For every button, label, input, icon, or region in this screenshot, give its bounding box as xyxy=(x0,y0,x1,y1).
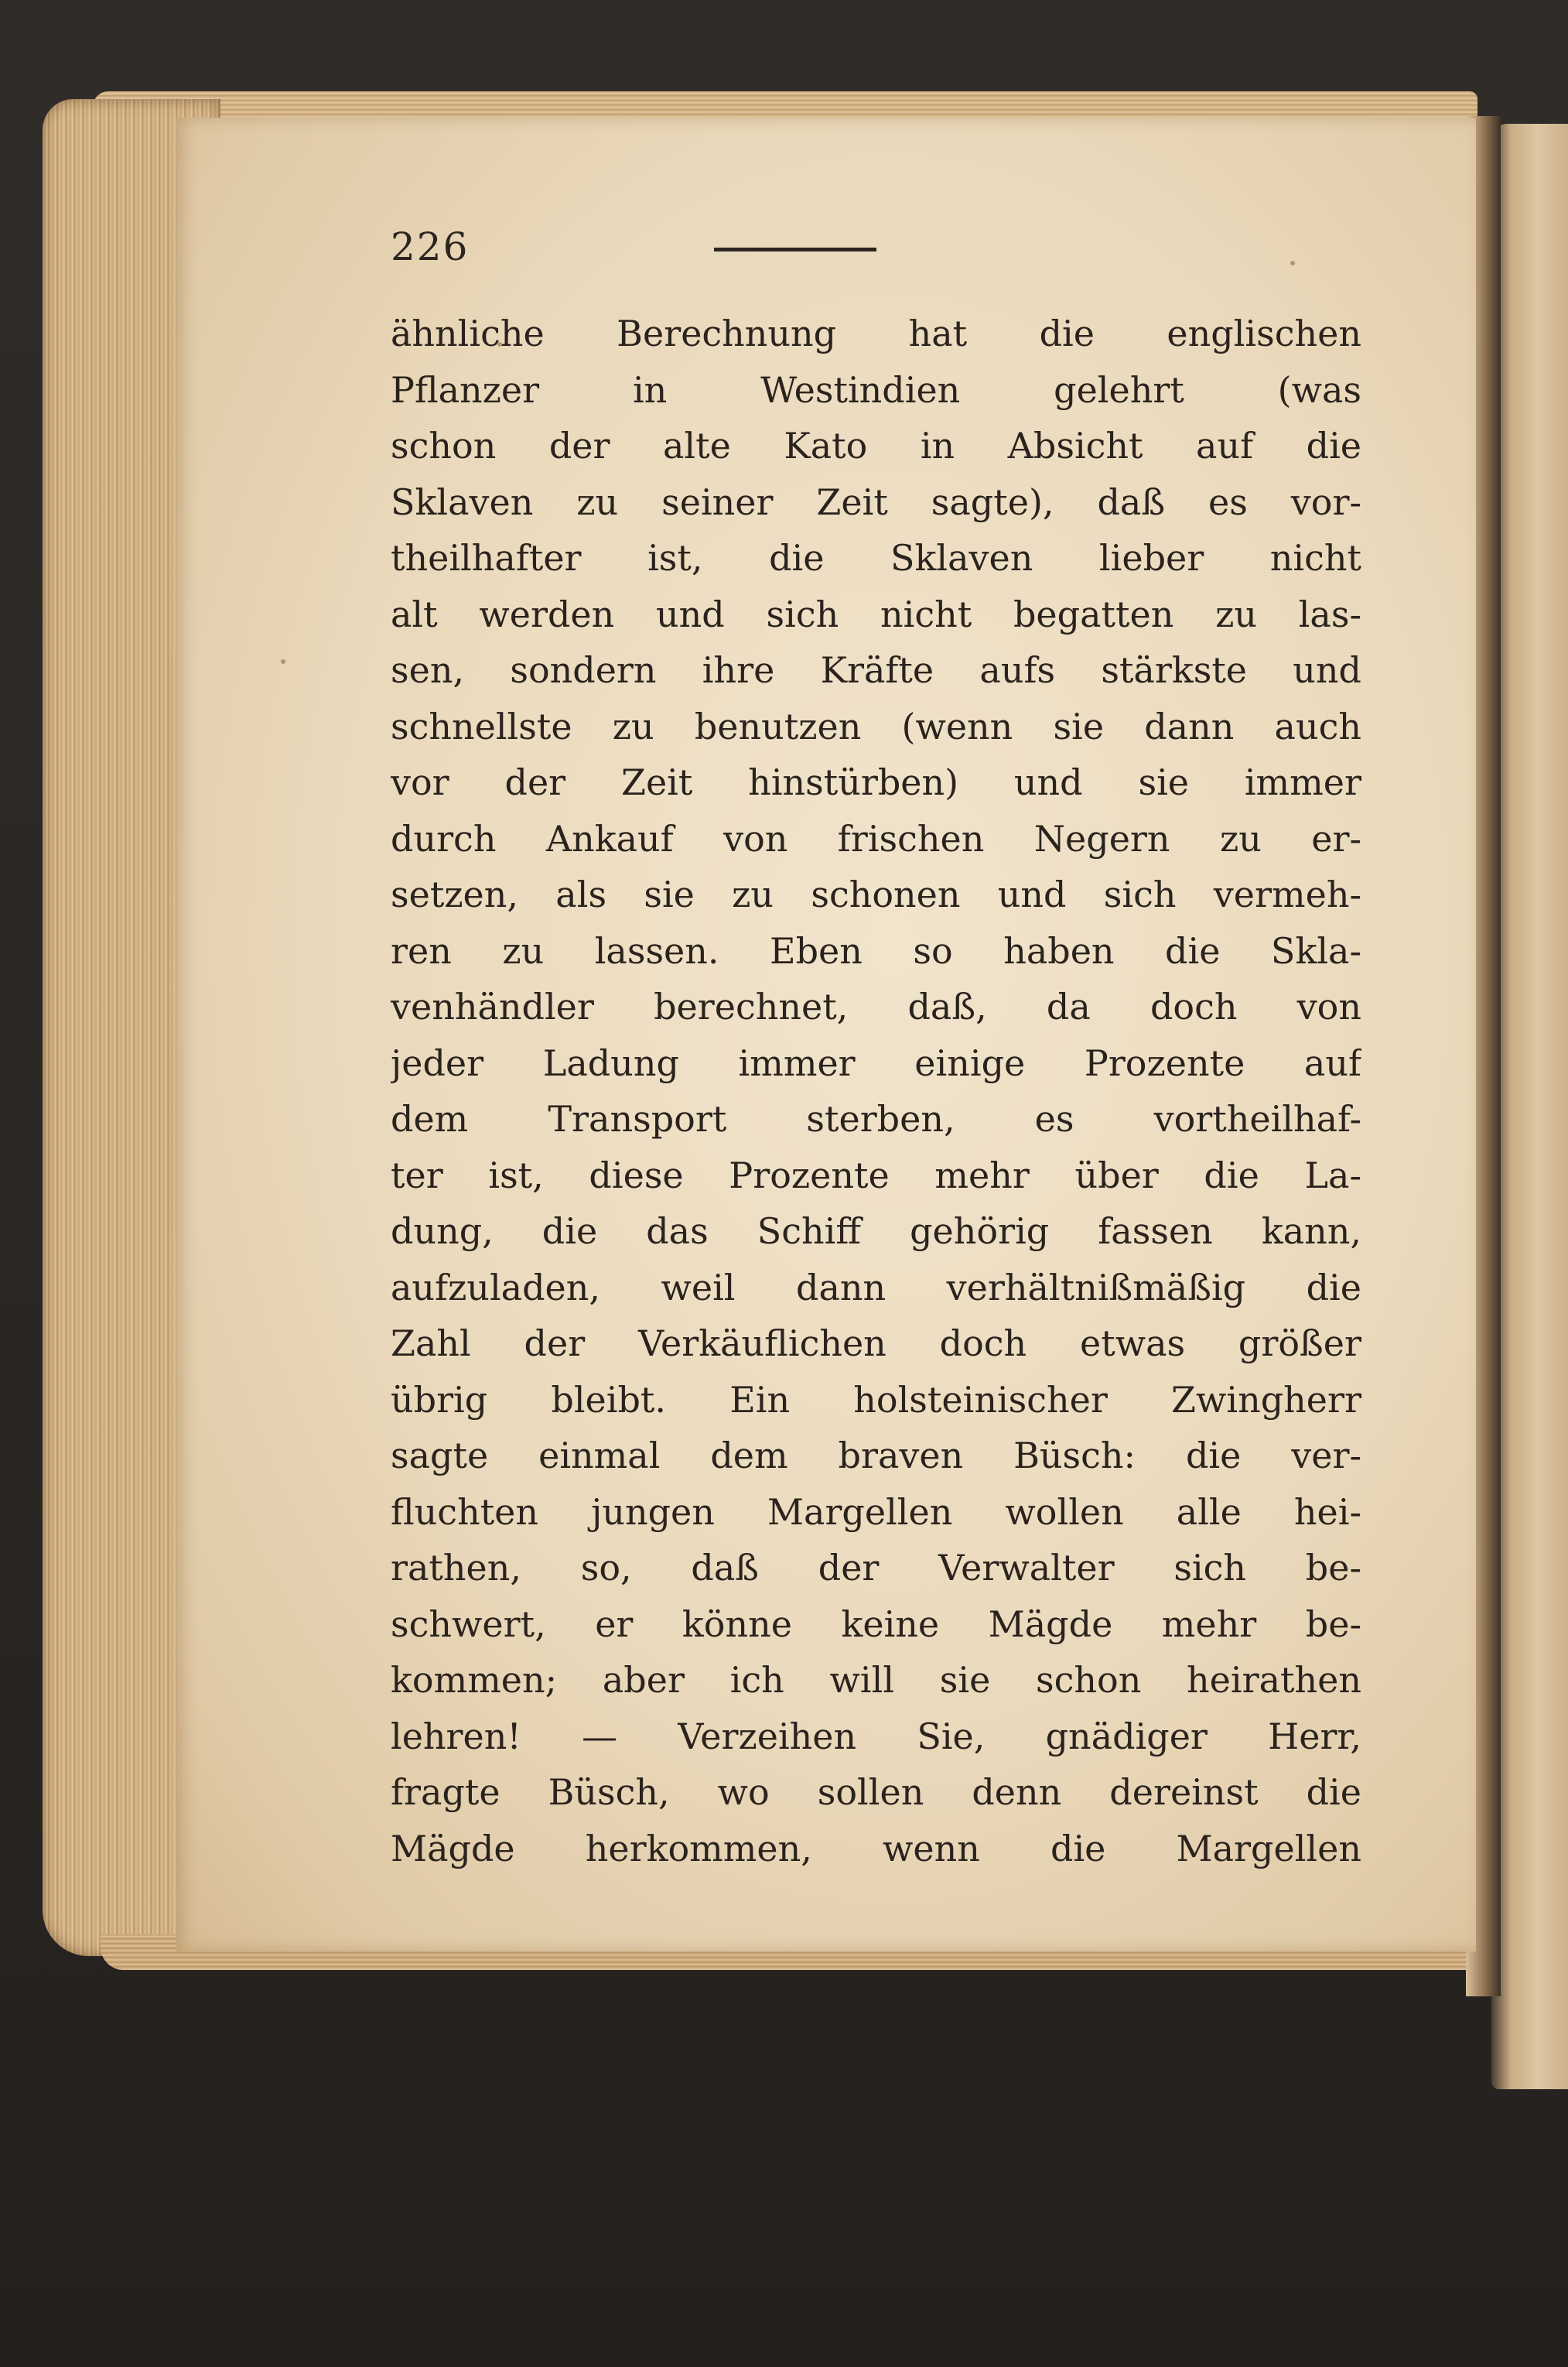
text-line: jeder Ladung immer einige Prozente auf xyxy=(391,1042,1361,1084)
text-line: alt werden und sich nicht begatten zu las- xyxy=(391,593,1361,635)
page-number: 226 xyxy=(391,224,470,269)
text-line: ähnliche Berechnung hat die englischen xyxy=(391,313,1361,354)
text-line: dung, die das Schiff gehörig fassen kann, xyxy=(391,1210,1361,1252)
text-line: schnellste zu benutzen (wenn sie dann auch xyxy=(391,705,1361,747)
text-line: setzen, als sie zu schonen und sich vermeh- xyxy=(391,874,1361,915)
text-line: aufzuladen, weil dann verhältnißmäßig die xyxy=(391,1266,1361,1308)
header-rule xyxy=(714,248,876,251)
text-line: theilhafter ist, die Sklaven lieber nicht xyxy=(391,537,1361,579)
text-line: rathen, so, daß der Verwalter sich be- xyxy=(391,1547,1361,1589)
text-line: fragte Büsch, wo sollen denn dereinst die xyxy=(391,1771,1361,1813)
text-line: fluchten jungen Margellen wollen alle hei- xyxy=(391,1490,1361,1533)
page-header xyxy=(391,224,1040,271)
text-line: Mägde herkommen, wenn die Margellen xyxy=(391,1827,1361,1869)
text-line: Sklaven zu seiner Zeit sagte), daß es vor- xyxy=(391,481,1361,523)
text-line: dem Transport sterben, es vortheilhaf- xyxy=(391,1098,1361,1140)
text-line: sen, sondern ihre Kräfte aufs stärkste und xyxy=(391,649,1361,691)
text-line: ren zu lassen. Eben so haben die Skla- xyxy=(391,929,1361,972)
text-line: Pflanzer in Westindien gelehrt (was xyxy=(391,368,1361,411)
text-line: vor der Zeit hinstürben) und sie immer xyxy=(391,761,1361,803)
text-line: Zahl der Verkäuflichen doch etwas größer xyxy=(391,1322,1361,1364)
text-line: durch Ankauf von frischen Negern zu er- xyxy=(391,817,1361,860)
text-line: venhändler berechnet, daß, da doch von xyxy=(391,986,1361,1028)
page-body-text xyxy=(391,306,1361,1876)
facing-page-edge xyxy=(1491,124,1568,2089)
text-line: übrig bleibt. Ein holsteinischer Zwingherr xyxy=(391,1378,1361,1421)
text-line: lehren! — Verzeihen Sie, gnädiger Herr, xyxy=(391,1715,1361,1757)
text-line: kommen; aber ich will sie schon heirathen xyxy=(391,1659,1361,1701)
text-line: schwert, er könne keine Mägde mehr be- xyxy=(391,1603,1361,1645)
paper-speck xyxy=(1290,261,1295,265)
text-line: ter ist, diese Prozente mehr über die La- xyxy=(391,1154,1361,1196)
text-line: schon der alte Kato in Absicht auf die xyxy=(391,425,1361,467)
paper-speck xyxy=(281,659,285,664)
text-line: sagte einmal dem braven Büsch: die ver- xyxy=(391,1435,1361,1476)
